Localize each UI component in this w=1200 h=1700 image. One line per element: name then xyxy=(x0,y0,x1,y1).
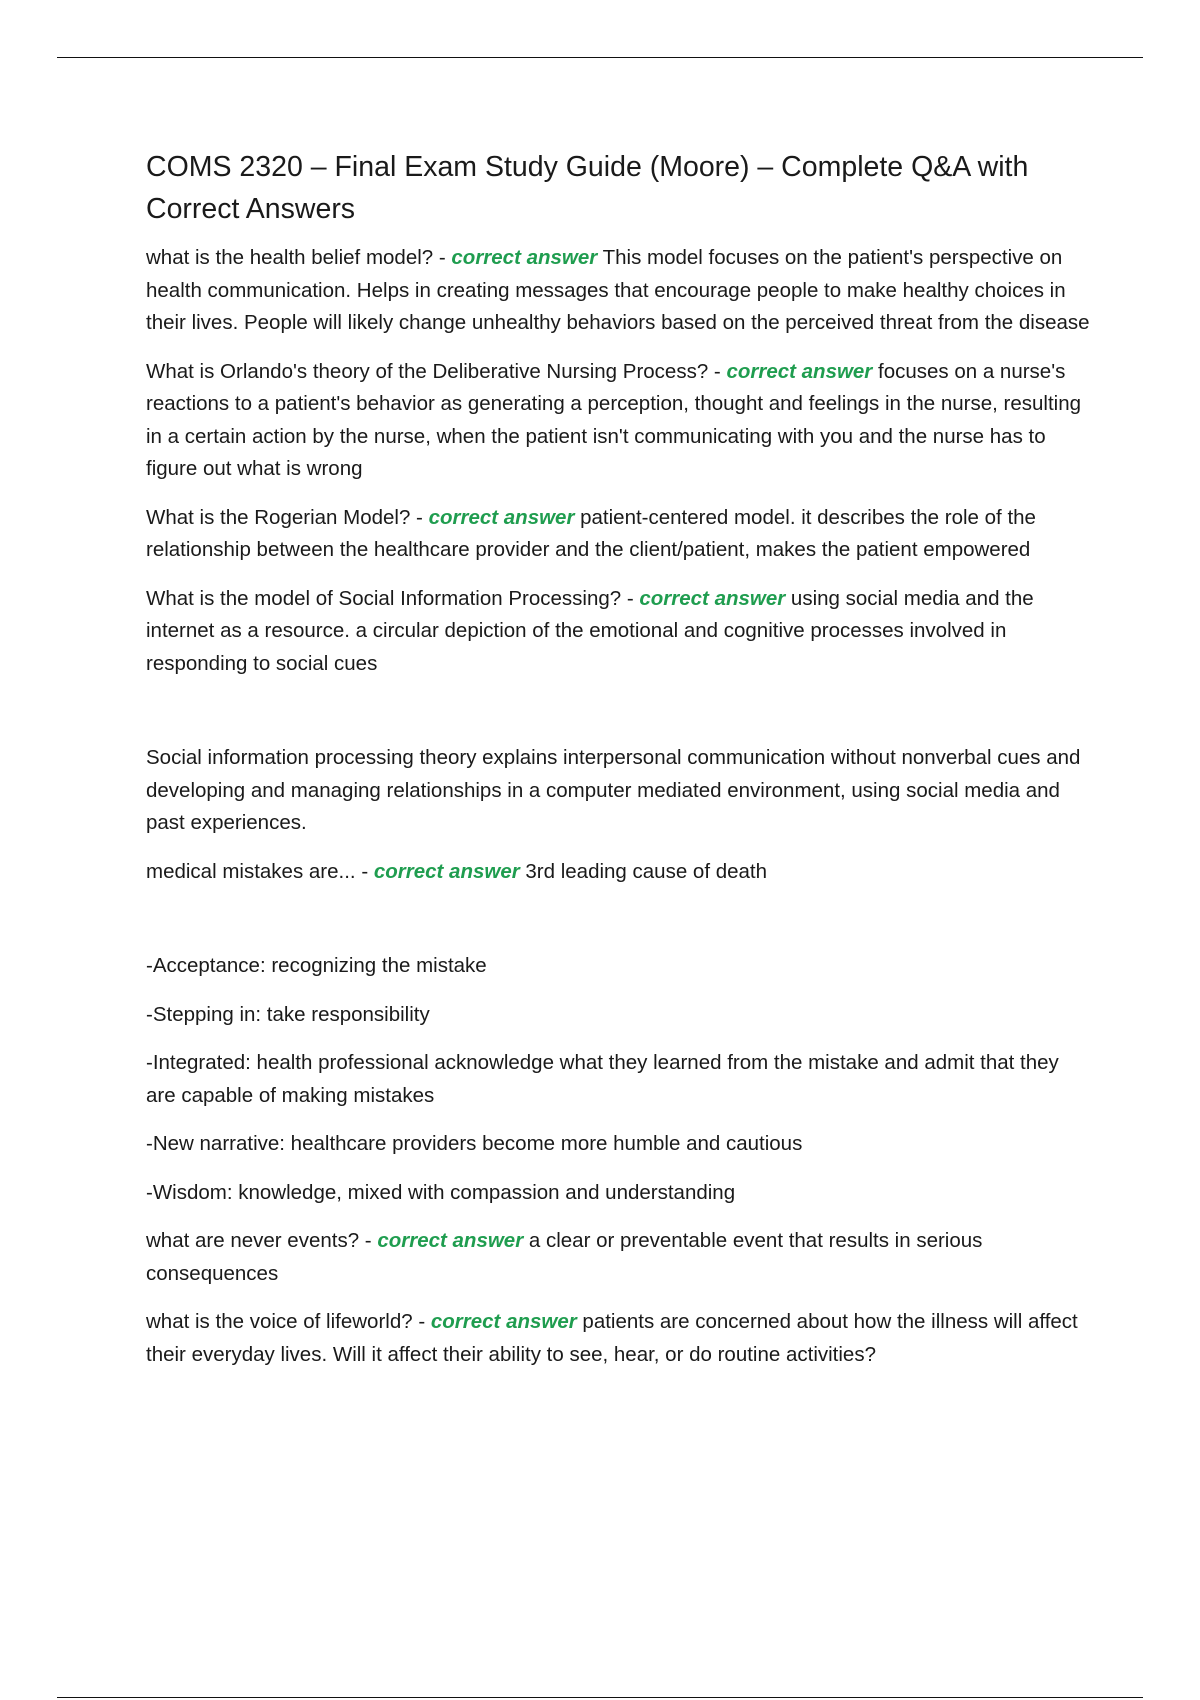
qa-health-belief xyxy=(146,242,1092,340)
bottom-divider xyxy=(57,1697,1143,1698)
answer-text: patients are concerned about how the illness will affect their everyday lives. Will it affect their ability to see, hear, or do routine activities? xyxy=(146,1310,1078,1366)
answer-text: using social media and the internet as a resource. a circular depiction of the emotional and cognitive processes involved in responding to social cues xyxy=(146,586,1034,675)
mistake-stage-new-narrative: -New narrative: healthcare providers become more humble and cautious xyxy=(146,1132,803,1155)
answer-text: a clear or preventable event that results in serious consequences xyxy=(146,1229,983,1285)
answer-text: This model focuses on the patient's perspective on health communication. Helps in creating messages that encourage people to make healthy choices in their lives. People will likely change unhealthy behaviors based on the perceived threat from the disease xyxy=(146,246,1090,334)
qa-never-events xyxy=(146,1225,1092,1290)
mistake-stage-integrated: -Integrated: health professional acknowledge what they learned from the mistake and admit that they are capable of making mistakes xyxy=(146,1051,1059,1107)
qa-voice-of-lifeworld xyxy=(146,1306,1092,1371)
document-body xyxy=(146,146,1092,1387)
top-divider xyxy=(57,57,1143,58)
document-title: COMS 2320 – Final Exam Study Guide (Moore) – Complete Q&A with Correct Answers xyxy=(146,151,1029,225)
question-text: medical mistakes are... - xyxy=(146,859,374,883)
mistake-stage-wisdom: -Wisdom: knowledge, mixed with compassion and understanding xyxy=(146,1180,736,1204)
answer-text: 3rd leading cause of death xyxy=(519,859,768,883)
qa-social-info-processing xyxy=(146,583,1092,681)
question-text: what are never events? - xyxy=(146,1229,378,1252)
correct-answer-label: correct answer xyxy=(377,1229,524,1252)
correct-answer-label: correct answer xyxy=(373,859,520,883)
spacer xyxy=(146,696,1092,742)
question-text: What is Orlando's theory of the Deliberative Nursing Process? - xyxy=(146,359,727,383)
social-info-note: Social information processing theory explains interpersonal communication without nonverbal cues and developing and managing relationships in a computer mediated environment, using social media and past experiences. xyxy=(146,746,1081,834)
qa-orlando-theory xyxy=(146,356,1092,486)
question-text: what is the voice of lifeworld? - xyxy=(146,1310,431,1333)
qa-rogerian-model xyxy=(146,502,1092,567)
correct-answer-label: correct answer xyxy=(726,359,873,383)
correct-answer-label: correct answer xyxy=(639,586,786,610)
correct-answer-label: correct answer xyxy=(451,246,598,269)
question-text: What is the model of Social Information Processing? - xyxy=(146,586,640,610)
mistake-stage-stepping-in: -Stepping in: take responsibility xyxy=(146,1002,430,1026)
mistake-stage-acceptance: -Acceptance: recognizing the mistake xyxy=(146,954,487,977)
answer-text: focuses on a nurse's reactions to a patient's behavior as generating a perception, thought and feelings in the nurse, resulting in a certain action by the nurse, when the patient isn't communicating with you and the nurse has to figure out what is wrong xyxy=(146,359,1082,480)
question-text: what is the health belief model? - xyxy=(146,246,452,269)
answer-text: patient-centered model. it describes the role of the relationship between the healthcare provider and the client/patient, makes the patient empowered xyxy=(146,505,1036,561)
correct-answer-label: correct answer xyxy=(430,1310,577,1333)
qa-medical-mistakes xyxy=(146,856,1092,889)
spacer xyxy=(146,904,1092,950)
question-text: What is the Rogerian Model? - xyxy=(146,505,429,529)
correct-answer-label: correct answer xyxy=(428,505,575,529)
